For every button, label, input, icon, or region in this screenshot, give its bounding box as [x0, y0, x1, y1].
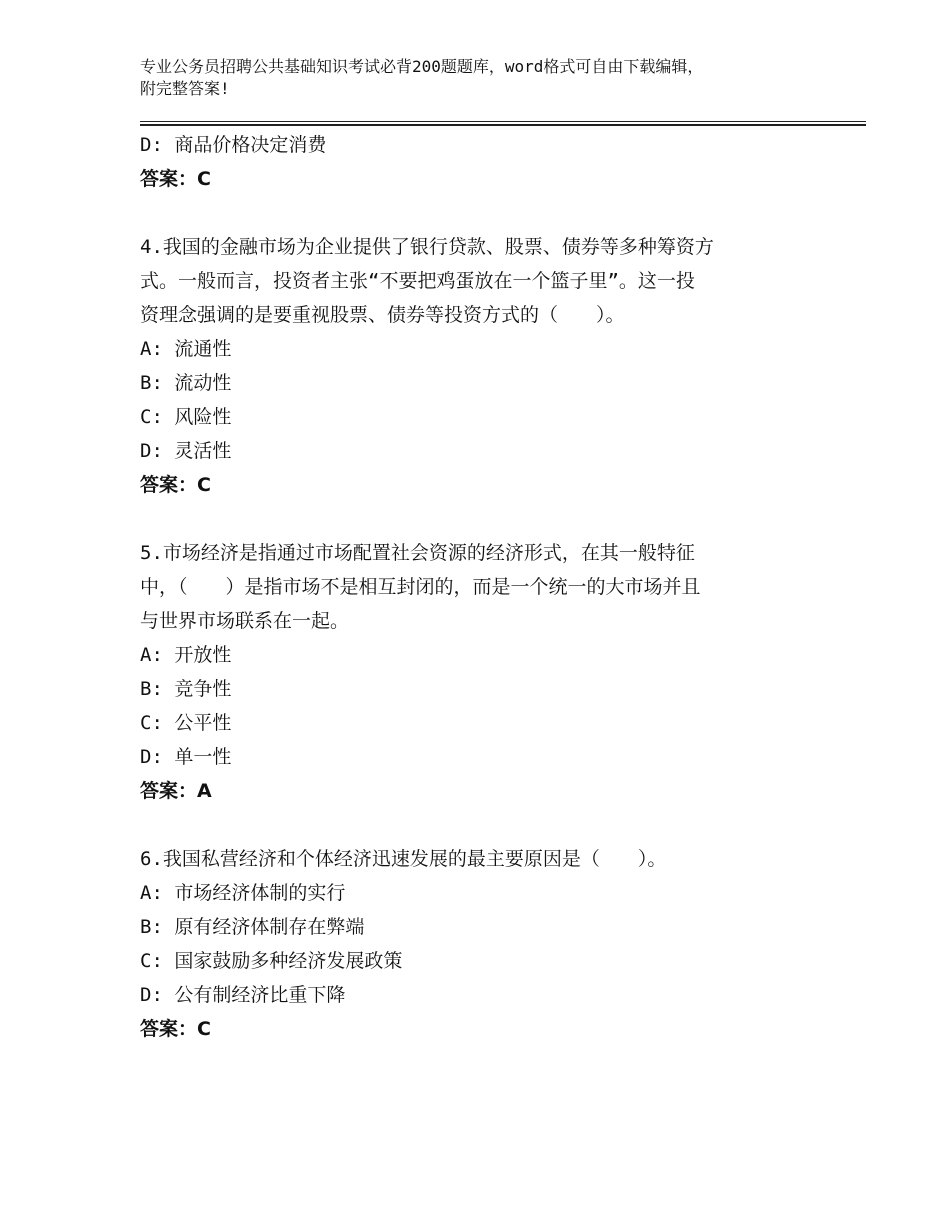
option-c: C: 公平性	[140, 712, 232, 734]
document-body	[140, 128, 840, 1046]
option-a: A: 流通性	[140, 338, 232, 360]
question-text-line: 6.我国私营经济和个体经济迅速发展的最主要原因是（ ）。	[140, 848, 667, 870]
option-d: D: 灵活性	[140, 440, 232, 462]
answer: 答案：A	[140, 780, 212, 802]
answer: 答案：C	[140, 1018, 211, 1040]
previous-question-tail	[140, 128, 840, 196]
question-4	[140, 230, 840, 502]
question-text-line: 中，（ ）是指市场不是相互封闭的，而是一个统一的大市场并且	[140, 576, 701, 598]
answer: 答案：C	[140, 168, 211, 190]
header-line-1: 专业公务员招聘公共基础知识考试必背200题题库，word格式可自由下载编辑，	[140, 57, 704, 76]
question-6	[140, 842, 840, 1046]
question-5	[140, 536, 840, 808]
spacer	[140, 502, 840, 536]
option-c: C: 风险性	[140, 406, 232, 428]
header-divider	[140, 121, 866, 126]
answer: 答案：C	[140, 474, 211, 496]
option-d: D: 公有制经济比重下降	[140, 984, 346, 1006]
option-b: B: 竞争性	[140, 678, 232, 700]
question-text-line: 4.我国的金融市场为企业提供了银行贷款、股票、债券等多种筹资方	[140, 236, 714, 258]
option-c: C: 国家鼓励多种经济发展政策	[140, 950, 403, 972]
option-b: B: 流动性	[140, 372, 232, 394]
option-d: D: 单一性	[140, 746, 232, 768]
option-d: D: 商品价格决定消费	[140, 134, 327, 156]
spacer	[140, 808, 840, 842]
question-text-line: 5.市场经济是指通过市场配置社会资源的经济形式，在其一般特征	[140, 542, 695, 564]
question-text-line: 与世界市场联系在一起。	[140, 610, 350, 632]
option-b: B: 原有经济体制存在弊端	[140, 916, 365, 938]
option-a: A: 市场经济体制的实行	[140, 882, 346, 904]
question-text-line: 式。一般而言，投资者主张“不要把鸡蛋放在一个篮子里”。这一投	[140, 270, 695, 292]
question-text-line: 资理念强调的是要重视股票、债券等投资方式的（ ）。	[140, 304, 625, 326]
option-a: A: 开放性	[140, 644, 232, 666]
header-line-2: 附完整答案!	[140, 79, 230, 98]
spacer	[140, 196, 840, 230]
page-header	[140, 56, 830, 100]
